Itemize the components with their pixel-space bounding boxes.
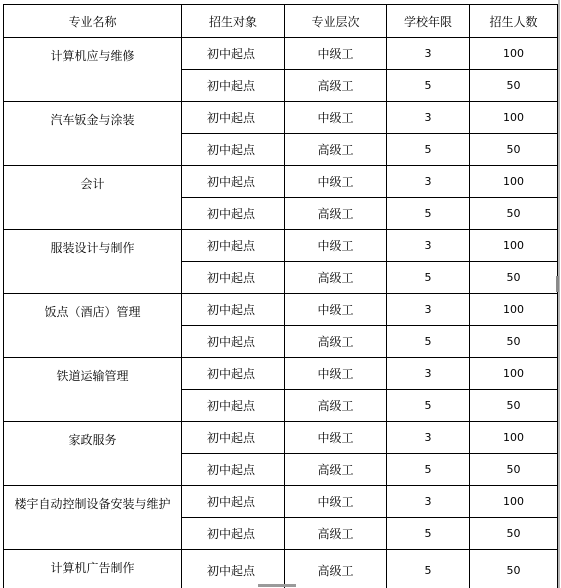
quota-cell: 100 (470, 486, 558, 518)
major-name: 楼宇自动控制设备安装与维护 (4, 486, 182, 550)
years-cell: 3 (387, 166, 470, 198)
years-cell: 3 (387, 422, 470, 454)
target-cell: 初中起点 (182, 358, 285, 390)
window-edge (558, 0, 560, 588)
level-cell: 高级工 (285, 198, 387, 230)
target-cell: 初中起点 (182, 326, 285, 358)
target-cell: 初中起点 (182, 550, 285, 588)
years-cell: 5 (387, 198, 470, 230)
level-cell: 高级工 (285, 454, 387, 486)
years-cell: 3 (387, 230, 470, 262)
years-cell: 5 (387, 70, 470, 102)
years-cell: 3 (387, 486, 470, 518)
enrollment-table (3, 4, 558, 588)
quota-cell: 50 (470, 326, 558, 358)
target-cell: 初中起点 (182, 38, 285, 70)
header-target: 招生对象 (182, 5, 285, 38)
level-cell: 高级工 (285, 550, 387, 588)
level-cell: 高级工 (285, 70, 387, 102)
level-cell: 中级工 (285, 38, 387, 70)
quota-cell: 100 (470, 230, 558, 262)
quota-cell: 50 (470, 550, 558, 588)
major-name: 饭点（酒店）管理 (4, 294, 182, 358)
scrollbar-thumb[interactable] (556, 276, 559, 292)
target-cell: 初中起点 (182, 70, 285, 102)
major-name: 汽车钣金与涂装 (4, 102, 182, 166)
years-cell: 3 (387, 294, 470, 326)
quota-cell: 50 (470, 518, 558, 550)
years-cell: 3 (387, 358, 470, 390)
major-name: 计算机广告制作 (4, 550, 182, 588)
header-quota: 招生人数 (470, 5, 558, 38)
table-row (4, 230, 558, 262)
years-cell: 5 (387, 454, 470, 486)
table-row (4, 486, 558, 518)
target-cell: 初中起点 (182, 198, 285, 230)
table-row (4, 422, 558, 454)
target-cell: 初中起点 (182, 134, 285, 166)
header-years: 学校年限 (387, 5, 470, 38)
quota-cell: 100 (470, 38, 558, 70)
quota-cell: 50 (470, 454, 558, 486)
quota-cell: 100 (470, 422, 558, 454)
major-name: 服装设计与制作 (4, 230, 182, 294)
major-name: 会计 (4, 166, 182, 230)
years-cell: 5 (387, 518, 470, 550)
target-cell: 初中起点 (182, 390, 285, 422)
level-cell: 中级工 (285, 422, 387, 454)
target-cell: 初中起点 (182, 486, 285, 518)
quota-cell: 50 (470, 70, 558, 102)
target-cell: 初中起点 (182, 102, 285, 134)
major-name: 家政服务 (4, 422, 182, 486)
level-cell: 高级工 (285, 390, 387, 422)
years-cell: 3 (387, 38, 470, 70)
level-cell: 高级工 (285, 134, 387, 166)
target-cell: 初中起点 (182, 422, 285, 454)
level-cell: 中级工 (285, 294, 387, 326)
target-cell: 初中起点 (182, 262, 285, 294)
target-cell: 初中起点 (182, 294, 285, 326)
quota-cell: 50 (470, 262, 558, 294)
years-cell: 3 (387, 102, 470, 134)
level-cell: 高级工 (285, 262, 387, 294)
table-row (4, 358, 558, 390)
level-cell: 中级工 (285, 166, 387, 198)
years-cell: 5 (387, 262, 470, 294)
resize-handle[interactable] (258, 584, 296, 587)
target-cell: 初中起点 (182, 166, 285, 198)
quota-cell: 100 (470, 358, 558, 390)
quota-cell: 50 (470, 390, 558, 422)
years-cell: 5 (387, 326, 470, 358)
major-name: 铁道运输管理 (4, 358, 182, 422)
level-cell: 高级工 (285, 326, 387, 358)
quota-cell: 100 (470, 102, 558, 134)
level-cell: 中级工 (285, 102, 387, 134)
table-row (4, 102, 558, 134)
table-row (4, 38, 558, 70)
target-cell: 初中起点 (182, 454, 285, 486)
quota-cell: 50 (470, 134, 558, 166)
table-row (4, 294, 558, 326)
target-cell: 初中起点 (182, 230, 285, 262)
years-cell: 5 (387, 550, 470, 588)
years-cell: 5 (387, 390, 470, 422)
table-row (4, 550, 558, 588)
level-cell: 高级工 (285, 518, 387, 550)
target-cell: 初中起点 (182, 518, 285, 550)
quota-cell: 100 (470, 166, 558, 198)
header-row (4, 5, 558, 38)
table-row (4, 166, 558, 198)
years-cell: 5 (387, 134, 470, 166)
level-cell: 中级工 (285, 486, 387, 518)
quota-cell: 50 (470, 198, 558, 230)
header-major: 专业名称 (4, 5, 182, 38)
quota-cell: 100 (470, 294, 558, 326)
major-name: 计算机应与维修 (4, 38, 182, 102)
level-cell: 中级工 (285, 230, 387, 262)
level-cell: 中级工 (285, 358, 387, 390)
header-level: 专业层次 (285, 5, 387, 38)
